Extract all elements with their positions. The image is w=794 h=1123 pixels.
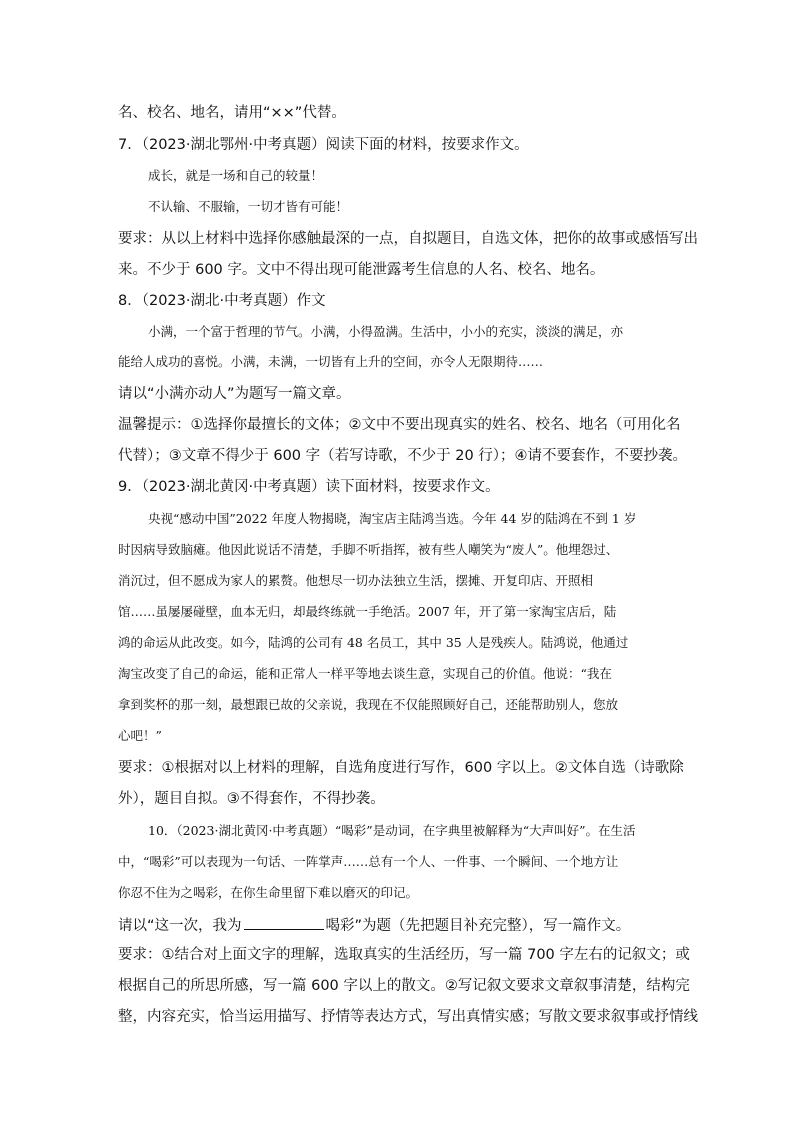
material-line: 中，“喝彩”可以表现为一句话、一阵掌声……总有一个人、一件事、一个瞬间、一个地方让 (118, 854, 619, 869)
prompt-line: 请以“小满亦动人”为题写一篇文章。 (118, 386, 351, 402)
material-line: 能给人成功的喜悦。小满，未满，一切皆有上升的空间，亦令人无限期待…… (118, 354, 544, 369)
question-7-heading: 7．（2023·湖北鄂州·中考真题）阅读下面的材料，按要求作文。 (118, 137, 529, 153)
requirement-line: 要求：从以上材料中选择你感触最深的一点，自拟题目，自选文体，把你的故事或感悟写出 (118, 231, 698, 247)
material-line: 成长，就是一场和自己的较量！ (148, 168, 324, 183)
material-line: 拿到奖杯的那一刻，最想跟已故的父亲说，我现在不仅能照顾好自己，还能帮助别人，您放 (118, 697, 619, 712)
question-8-heading: 8．（2023·湖北·中考真题）作文 (118, 293, 326, 309)
tips-line: 代替）；③文章不得少于 600 字（若写诗歌，不少于 20 行）；④请不要套作，不要抄袭。 (118, 448, 688, 464)
material-line: 小满，一个富于哲理的节气。小满，小得盈满。生活中，小小的充实，淡淡的满足，亦 (148, 324, 624, 339)
requirement-line: 整，内容充实，恰当运用描写、抒情等表达方式，写出真情实感；写散文要求叙事或抒情线 (118, 1009, 698, 1025)
material-line: 馆……虽屡屡碰壁，血本无归，却最终练就一手绝活。2007 年，开了第一家淘宝店后，陆 (118, 604, 617, 619)
requirement-line: 来。不少于 600 字。文中不得出现可能泄露考生信息的人名、校名、地名。 (118, 262, 605, 278)
material-line: 你忍不住为之喝彩，在你生命里留下难以磨灭的印记。 (118, 885, 419, 900)
text-line: 名、校名、地名，请用“××”代替。 (118, 105, 346, 121)
fill-in-blank (244, 915, 324, 930)
material-line: 鸿的命运从此改变。如今，陆鸿的公司有 48 名员工，其中 35 人是残疾人。陆鸿说，他通过 (118, 635, 629, 650)
requirement-line: 要求：①根据对以上材料的理解，自选角度进行写作，600 字以上。②文体自选（诗歌除 (118, 760, 684, 776)
tips-line: 温馨提示：①选择你最擅长的文体；②文中不要出现真实的姓名、校名、地名（可用化名 (118, 417, 681, 433)
requirement-line: 根据自己的所思所感，写一篇 600 字以上的散文。②写记叙文要求文章叙事清楚，结构完 (118, 978, 690, 994)
material-line: 时因病导致脑瘫。他因此说话不清楚，手脚不听指挥，被有些人嘲笑为“废人”。他埋怨过、 (118, 542, 619, 557)
material-line: 消沉过，但不愿成为家人的累赘。他想尽一切办法独立生活，摆摊、开复印店、开照相 (118, 573, 594, 588)
material-line: 不认输、不服输，一切才皆有可能！ (148, 199, 349, 214)
requirement-line: 要求：①结合对上面文字的理解，选取真实的生活经历，写一篇 700 字左右的记叙文；或 (118, 947, 690, 963)
material-line: 淘宝改变了自己的命运，能和正常人一样平等地去谈生意，实现自己的价值。他说：“我在 (118, 666, 612, 681)
material-line: 央视“感动中国”2022 年度人物揭晓，淘宝店主陆鸿当选。今年 44 岁的陆鸿在不到 1 岁 (148, 511, 637, 526)
requirement-line: 外），题目自拟。③不得套作，不得抄袭。 (118, 791, 385, 807)
question-9-heading: 9．（2023·湖北黄冈·中考真题）读下面材料，按要求作文。 (118, 479, 500, 495)
question-10-heading: 10．（2023·湖北黄冈·中考真题）“喝彩”是动词，在字典里被解释为“大声叫好”。在生活 (148, 823, 636, 838)
prompt-line (118, 915, 678, 935)
material-line: 心吧！” (118, 728, 162, 743)
prompt-text-after-blank: 喝彩”为题（先把题目补充完整），写一篇作文。 (325, 918, 631, 934)
prompt-text-before-blank: 请以“这一次，我为 (118, 918, 242, 934)
